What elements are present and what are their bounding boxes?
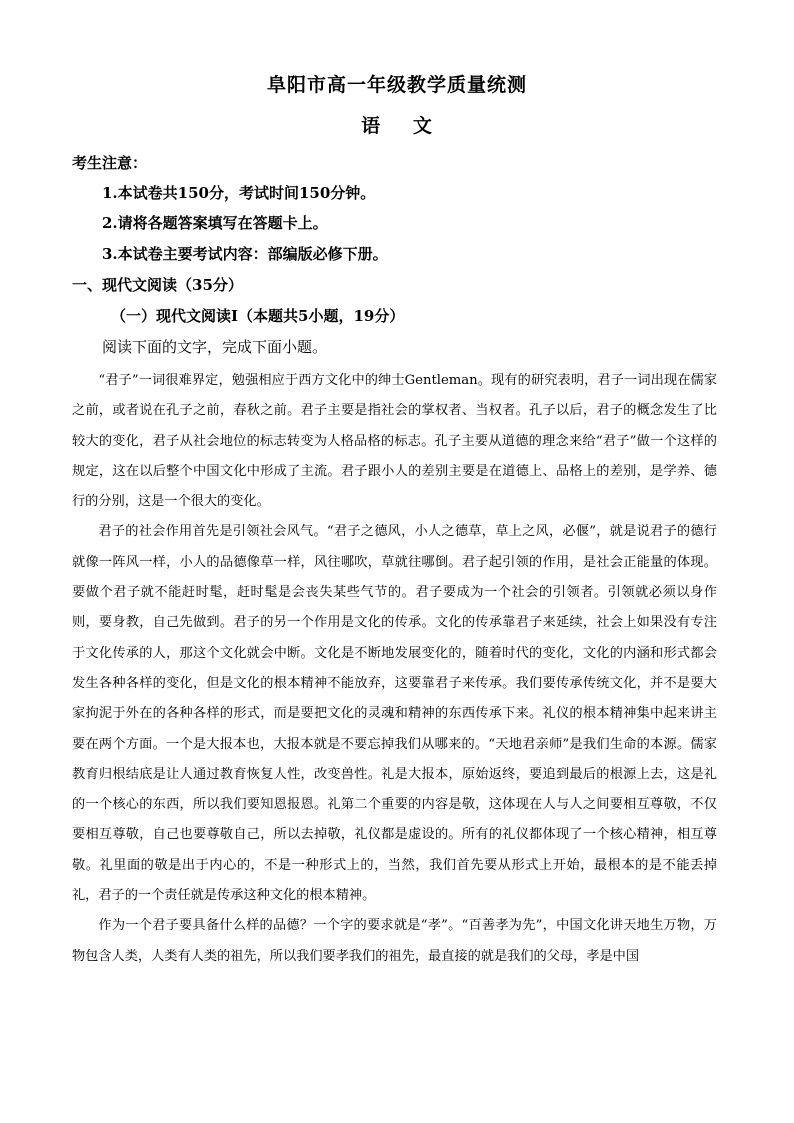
- subsection-heading: （一）现代文阅读Ⅰ（本题共5小题，19分）: [111, 307, 405, 325]
- notice-item-2: 2.请将各题答案填写在答题卡上。: [102, 214, 328, 232]
- reading-passage: [72, 366, 717, 972]
- notice-heading: 考生注意：: [72, 154, 148, 172]
- subject-char-2: 文: [412, 115, 433, 137]
- exam-title: 阜阳市高一年级教学质量统测: [266, 74, 527, 96]
- reading-instruction: 阅读下面的文字，完成下面小题。: [102, 338, 328, 356]
- notice-item-1: 1.本试卷共150分，考试时间150分钟。: [102, 184, 376, 202]
- passage-paragraph-3: 作为一个君子要具备什么样的品德？一个字的要求就是“孝”。“百善孝为先”，中国文化讲天地生万物，万物包含人类，人类有人类的祖先，所以我们要孝我们的祖先，最直接的就是我们的父母，孝是中国: [72, 918, 717, 964]
- section-heading: 一、现代文阅读（35分）: [72, 276, 243, 294]
- subject-char-1: 语: [361, 115, 382, 137]
- passage-paragraph-1: “君子”一词很难界定，勉强相应于西方文化中的绅士Gentleman。现有的研究表明，君子一词出现在儒家之前，或者说在孔子之前，春秋之前。君子主要是指社会的掌权者、当权者。孔子以后，君子的概念发生了比较大的变化，君子从社会地位的标志转变为人格品格的标志。孔子主要从道德的理念来给“君子”做一个这样的规定，这在以后整个中国文化中形成了主流。君子跟小人的差别主要是在道德上、品格上的差别，是学养、德行的分别，这是一个很大的变化。: [72, 373, 717, 510]
- notice-item-3: 3.本试卷主要考试内容：部编版必修下册。: [102, 245, 388, 263]
- passage-paragraph-2: 君子的社会作用首先是引领社会风气。“君子之德风，小人之德草，草上之风，必偃”，就是说君子的德行就像一阵风一样，小人的品德像草一样，风往哪吹，草就往哪倒。君子起引领的作用，是社会正能量的体现。要做个君子就不能赶时髦，赶时髦是会丧失某些气节的。君子要成为一个社会的引领者。引领就必须以身作则，要身教，自己先做到。君子的另一个作用是文化的传承。文化的传承靠君子来延续，社会上如果没有专注于文化传承的人，那这个文化就会中断。文化是不断地发展变化的，随着时代的变化，文化的内涵和形式都会发生各种各样的变化，但是文化的根本精神不能放弃，这要靠君子来传承。我们要传承传统文化，并不是要大家拘泥于外在的各种各样的形式，而是要把文化的灵魂和精神的东西传承下来。礼仪的根本精神集中起来讲主要在两个方面。一个是大报本也，大报本就是不要忘掉我们从哪来的。“天地君亲师”是我们生命的本源。儒家教育归根结底是让人通过教育恢复人性，改变兽性。礼是大报本，原始返终，要追到最后的根源上去，这是礼的一个核心的东西，所以我们要知恩报恩。礼第二个重要的内容是敬，这体现在人与人之间要相互尊敬，不仅要相互尊敬，自己也要尊敬自己，所以去掉敬，礼仪都是虚设的。所有的礼仪都体现了一个核心精神，相互尊敬。礼里面的敬是出于内心的，不是一种形式上的，当然，我们首先要从形式上开始，最根本的是不能丢掉礼，君子的一个责任就是传承这种文化的根本精神。: [72, 524, 717, 904]
- subject-title: [0, 111, 794, 138]
